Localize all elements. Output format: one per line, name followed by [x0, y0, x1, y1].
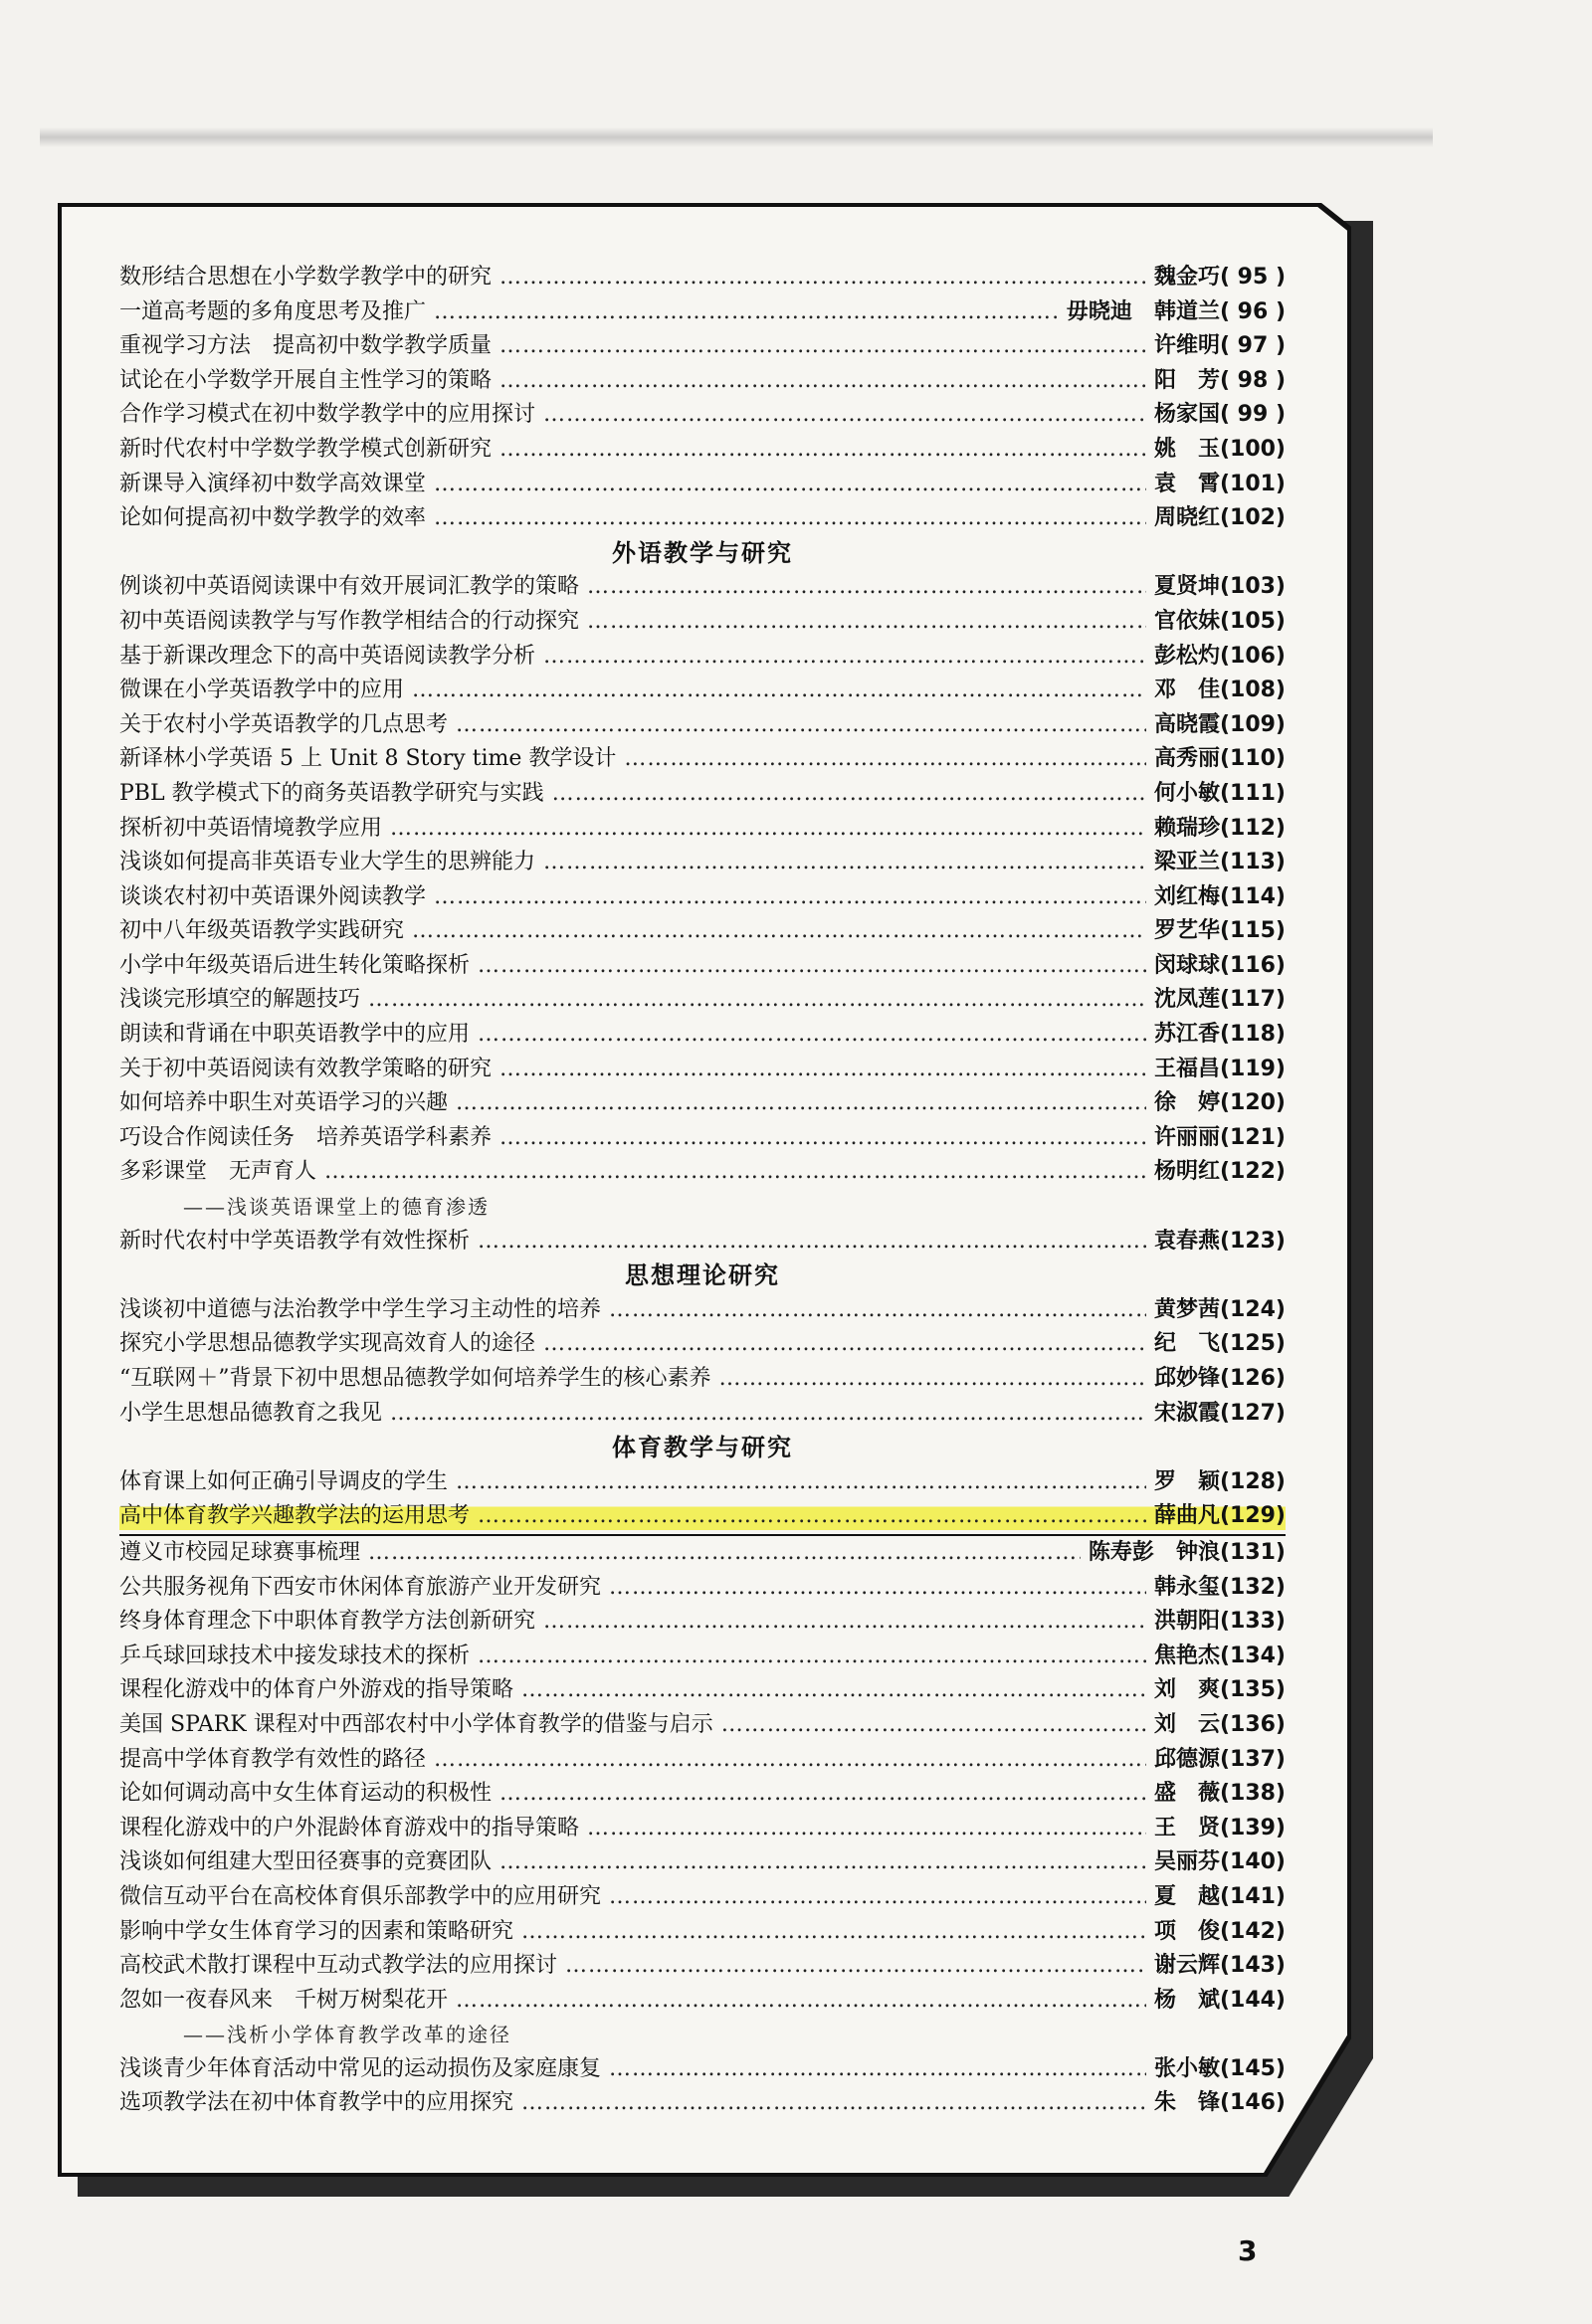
entry-page: (143)	[1219, 1953, 1286, 1979]
toc-entry[interactable]	[119, 433, 1286, 468]
entry-page: (129)	[1219, 1503, 1286, 1529]
toc-entry[interactable]	[119, 1812, 1286, 1846]
toc-entry[interactable]	[119, 468, 1286, 502]
entry-title: 多彩课堂 无声育人	[119, 1159, 317, 1185]
entry-page: ( 98 )	[1219, 367, 1286, 393]
entry-author: 闵球球	[1153, 952, 1220, 978]
toc-entry[interactable]	[119, 1605, 1286, 1640]
entry-author: 苏江香	[1153, 1022, 1220, 1048]
entry-title: 关于农村小学英语教学的几点思考	[119, 711, 449, 737]
entry-title: 浅谈完形填空的解题技巧	[119, 987, 361, 1013]
leader-dots	[456, 708, 1146, 743]
toc-entry[interactable]	[119, 261, 1286, 295]
leader-dots	[609, 1571, 1146, 1606]
leader-dots	[499, 364, 1146, 399]
entry-title: 课程化游戏中的体育户外游戏的指导策略	[119, 1677, 514, 1703]
entry-author: 周晓红	[1153, 505, 1220, 531]
entry-author: 徐 婷	[1153, 1090, 1220, 1116]
entry-title: 影响中学女生体育学习的因素和策略研究	[119, 1918, 514, 1944]
entry-title: 遵义市校园足球赛事梳理	[119, 1539, 361, 1565]
entry-title: 巧设合作阅读任务 培养英语学科素养	[119, 1124, 493, 1150]
entry-author: 王 贤	[1153, 1815, 1220, 1840]
leader-dots	[499, 1777, 1146, 1812]
entry-title: 论如何调动高中女生体育运动的积极性	[119, 1781, 493, 1807]
leader-dots	[543, 1605, 1146, 1640]
toc-entry[interactable]	[119, 1293, 1286, 1328]
entry-title: 关于初中英语阅读有效教学策略的研究	[119, 1056, 493, 1081]
leader-dots	[434, 468, 1146, 502]
entry-page: (141)	[1219, 1883, 1286, 1909]
entry-author: 夏 越	[1153, 1883, 1220, 1909]
entry-title: 浅谈初中道德与法治教学中学生学习主动性的培养	[119, 1296, 602, 1322]
entry-page: (142)	[1219, 1918, 1286, 1944]
leader-dots	[434, 880, 1146, 915]
leader-dots	[552, 777, 1146, 812]
entry-title: 浅谈如何提高非英语专业大学生的思辨能力	[119, 850, 536, 875]
entry-page: (140)	[1219, 1849, 1286, 1875]
entry-page: (128)	[1219, 1468, 1286, 1494]
entry-author: 许维明	[1153, 333, 1220, 359]
entry-page: (125)	[1219, 1331, 1286, 1357]
leader-dots	[499, 1121, 1146, 1156]
toc-entry[interactable]	[119, 329, 1286, 364]
leader-dots	[478, 1018, 1146, 1053]
entry-author: 刘 云	[1153, 1711, 1220, 1737]
entry-page: (108)	[1219, 678, 1286, 703]
entry-page: ( 97 )	[1219, 333, 1286, 359]
entry-page: (109)	[1219, 711, 1286, 737]
entry-page: ( 96 )	[1219, 298, 1286, 324]
entry-title: 朗读和背诵在中职英语教学中的应用	[119, 1022, 471, 1048]
entry-page: (137)	[1219, 1746, 1286, 1772]
entry-title: 高中体育教学兴趣教学法的运用思考	[119, 1503, 471, 1529]
entry-title: 高校武术散打课程中互动式教学法的应用探讨	[119, 1953, 558, 1979]
scan-top-band	[40, 127, 1433, 147]
entry-coauthor: 毋晓迪	[1066, 298, 1132, 324]
leader-dots	[499, 1053, 1146, 1087]
section-heading: 思想理论研究	[625, 1261, 780, 1290]
entry-page: (118)	[1219, 1022, 1286, 1048]
toc-entry[interactable]	[119, 880, 1286, 915]
leader-dots	[368, 1536, 1081, 1571]
leader-dots	[609, 1880, 1146, 1915]
entry-page: ( 95 )	[1219, 265, 1286, 290]
entry-title: 初中八年级英语教学实践研究	[119, 918, 405, 944]
toc-entry[interactable]	[119, 1984, 1286, 2019]
entry-page: (146)	[1219, 2090, 1286, 2116]
leader-dots	[587, 1812, 1146, 1846]
entry-page: (100)	[1219, 436, 1286, 462]
toc-entry[interactable]	[119, 1327, 1286, 1362]
entry-page: (120)	[1219, 1090, 1286, 1116]
entry-page: (124)	[1219, 1296, 1286, 1322]
toc-entry[interactable]	[119, 1880, 1286, 1915]
leader-dots	[543, 640, 1146, 675]
toc-entry[interactable]	[119, 1915, 1286, 1950]
entry-title: 课程化游戏中的户外混龄体育游戏中的指导策略	[119, 1815, 580, 1840]
entry-author: 赖瑞珍	[1153, 815, 1220, 841]
entry-title: 新课导入演绎初中数学高效课堂	[119, 471, 427, 496]
entry-author: 夏贤坤	[1153, 574, 1220, 600]
toc-entry[interactable]	[119, 1053, 1286, 1087]
entry-title: 公共服务视角下西安市休闲体育旅游产业开发研究	[119, 1574, 602, 1600]
toc-entry[interactable]	[119, 983, 1286, 1018]
leader-dots	[456, 1984, 1146, 2019]
toc-entry[interactable]	[119, 1499, 1286, 1536]
entry-title: 重视学习方法 提高初中数学教学质量	[119, 333, 493, 359]
entry-page: (106)	[1219, 643, 1286, 669]
entry-title: 选项教学法在初中体育教学中的应用探究	[119, 2090, 514, 2116]
entry-author: 薛曲凡	[1153, 1503, 1220, 1529]
leader-dots	[434, 295, 1059, 330]
leader-dots	[521, 1673, 1146, 1708]
toc-entry[interactable]	[119, 1536, 1286, 1571]
entry-author: 杨明红	[1153, 1159, 1220, 1185]
table-of-contents	[119, 261, 1286, 2121]
leader-dots	[587, 570, 1146, 605]
entry-title: 忽如一夜春风来 千树万树梨花开	[119, 1987, 449, 2013]
leader-dots	[543, 1327, 1146, 1362]
entry-author: 袁春燕	[1153, 1228, 1220, 1254]
entry-author: 许丽丽	[1153, 1124, 1220, 1150]
entry-page: (121)	[1219, 1124, 1286, 1150]
entry-title: 基于新课改理念下的高中英语阅读教学分析	[119, 643, 536, 669]
leader-dots	[412, 914, 1146, 949]
entry-author: 杨 斌	[1153, 1987, 1220, 2013]
leader-dots	[478, 1640, 1146, 1674]
leader-dots	[390, 1397, 1146, 1432]
entry-author: 纪 飞	[1153, 1331, 1220, 1357]
entry-author: 邱德源	[1153, 1746, 1220, 1772]
entry-page: (134)	[1219, 1643, 1286, 1668]
leader-dots	[478, 949, 1146, 984]
leader-dots	[412, 674, 1146, 708]
toc-entry[interactable]	[119, 949, 1286, 984]
leader-dots	[434, 501, 1146, 536]
entry-page: (132)	[1219, 1574, 1286, 1600]
leader-dots	[499, 329, 1146, 364]
leader-dots	[587, 605, 1146, 640]
leader-dots	[543, 398, 1146, 433]
leader-dots	[521, 2086, 1146, 2121]
leader-dots	[499, 433, 1146, 468]
entry-author: 韩永玺	[1153, 1574, 1220, 1600]
toc-entry[interactable]	[119, 1949, 1286, 1984]
toc-entry[interactable]	[119, 1845, 1286, 1880]
entry-author: 罗艺华	[1153, 918, 1220, 944]
toc-entry[interactable]	[119, 1225, 1286, 1259]
toc-entry[interactable]	[119, 1743, 1286, 1778]
entry-page: (111)	[1219, 780, 1286, 806]
entry-title: 合作学习模式在初中数学教学中的应用探讨	[119, 402, 536, 428]
toc-entry[interactable]	[119, 2086, 1286, 2121]
entry-subtitle: ——浅析小学体育教学改革的途径	[183, 2023, 511, 2047]
toc-entry[interactable]	[119, 1777, 1286, 1812]
toc-entry[interactable]	[119, 640, 1286, 675]
entry-page: (133)	[1219, 1609, 1286, 1635]
entry-title: 终身体育理念下中职体育教学方法创新研究	[119, 1609, 536, 1635]
leader-dots	[565, 1949, 1146, 1984]
entry-title: 体育课上如何正确引导调皮的学生	[119, 1468, 449, 1494]
toc-entry[interactable]	[119, 364, 1286, 399]
leader-dots	[368, 983, 1146, 1018]
entry-title: 美国 SPARK 课程对中西部农村中小学体育教学的借鉴与启示	[119, 1711, 713, 1737]
entry-page: (101)	[1219, 471, 1286, 496]
entry-title: 新时代农村中学英语教学有效性探析	[119, 1228, 471, 1254]
entry-page: (123)	[1219, 1228, 1286, 1254]
entry-author: 魏金巧	[1153, 265, 1220, 290]
toc-entry[interactable]	[119, 1086, 1286, 1121]
entry-page: (112)	[1219, 815, 1286, 841]
entry-page: (105)	[1219, 608, 1286, 634]
entry-title: 乒乓球回球技术中接发球技术的探析	[119, 1643, 471, 1668]
entry-author: 刘 爽	[1153, 1677, 1220, 1703]
entry-title: 初中英语阅读教学与写作教学相结合的行动探究	[119, 608, 580, 634]
entry-author: 朱 锋	[1153, 2090, 1220, 2116]
entry-page: (135)	[1219, 1677, 1286, 1703]
entry-author: 韩道兰	[1153, 298, 1220, 324]
entry-page: (144)	[1219, 1987, 1286, 2013]
entry-author: 盛 薇	[1153, 1781, 1220, 1807]
leader-dots	[456, 1465, 1146, 1500]
entry-page: (127)	[1219, 1400, 1286, 1426]
entry-title: 探究小学思想品德教学实现高效育人的途径	[119, 1331, 536, 1357]
toc-entry[interactable]	[119, 1362, 1286, 1397]
toc-entry[interactable]	[119, 1673, 1286, 1708]
entry-title: 微信互动平台在高校体育俱乐部教学中的应用研究	[119, 1883, 602, 1909]
toc-entry[interactable]	[119, 1397, 1286, 1432]
toc-entry[interactable]	[119, 501, 1286, 536]
entry-author: 黄梦茜	[1153, 1296, 1220, 1322]
entry-page: (102)	[1219, 505, 1286, 531]
leader-dots	[456, 1086, 1146, 1121]
entry-page: (139)	[1219, 1815, 1286, 1840]
entry-title: 探析初中英语情境教学应用	[119, 815, 383, 841]
leader-dots	[609, 1293, 1146, 1328]
toc-entry[interactable]	[119, 1155, 1286, 1190]
entry-page: (126)	[1219, 1366, 1286, 1391]
page-number: 3	[1238, 2234, 1258, 2267]
section-heading: 外语教学与研究	[612, 538, 793, 567]
leader-dots	[719, 1362, 1146, 1397]
leader-dots	[624, 742, 1146, 777]
entry-page: (117)	[1219, 987, 1286, 1013]
entry-page: ( 99 )	[1219, 402, 1286, 428]
toc-entry[interactable]	[119, 1571, 1286, 1606]
toc-entry[interactable]	[119, 674, 1286, 708]
entry-page: (131)	[1219, 1539, 1286, 1565]
leader-dots	[390, 812, 1146, 847]
entry-author: 阳 芳	[1153, 367, 1220, 393]
entry-author: 吴丽芬	[1153, 1849, 1220, 1875]
entry-author: 沈凤莲	[1153, 987, 1220, 1013]
entry-title: 一道高考题的多角度思考及推广	[119, 298, 427, 324]
toc-entry[interactable]	[119, 605, 1286, 640]
entry-author: 官依妹	[1153, 608, 1220, 634]
entry-page: (103)	[1219, 574, 1286, 600]
leader-dots	[499, 1845, 1146, 1880]
entry-page: (136)	[1219, 1711, 1286, 1737]
entry-author: 高秀丽	[1153, 746, 1220, 772]
entry-author: 邱妙锋	[1153, 1366, 1220, 1391]
entry-author: 钟浪	[1175, 1539, 1220, 1565]
entry-title: 论如何提高初中数学教学的效率	[119, 505, 427, 531]
entry-author: 高晓霞	[1153, 711, 1220, 737]
entry-author: 刘红梅	[1153, 883, 1220, 909]
entry-title: 微课在小学英语教学中的应用	[119, 678, 405, 703]
entry-author: 谢云辉	[1153, 1953, 1220, 1979]
toc-entry[interactable]	[119, 846, 1286, 880]
entry-author: 杨家国	[1153, 402, 1220, 428]
toc-entry[interactable]	[119, 1018, 1286, 1053]
entry-title: 小学中年级英语后进生转化策略探析	[119, 952, 471, 978]
entry-author: 姚 玉	[1153, 436, 1220, 462]
entry-author: 梁亚兰	[1153, 850, 1220, 875]
entry-title: 小学生思想品德教育之我见	[119, 1400, 383, 1426]
entry-title: 谈谈农村初中英语课外阅读教学	[119, 883, 427, 909]
leader-dots	[543, 846, 1146, 880]
entry-author: 项 俊	[1153, 1918, 1220, 1944]
leader-dots	[324, 1155, 1146, 1190]
leader-dots	[521, 1915, 1146, 1950]
entry-author: 何小敏	[1153, 780, 1220, 806]
entry-title: 试论在小学数学开展自主性学习的策略	[119, 367, 493, 393]
leader-dots	[478, 1225, 1146, 1259]
entry-subtitle: ——浅谈英语课堂上的德育渗透	[183, 1195, 490, 1220]
entry-author: 彭松灼	[1153, 643, 1220, 669]
entry-title: 浅谈如何组建大型田径赛事的竞赛团队	[119, 1849, 493, 1875]
toc-entry[interactable]	[119, 777, 1286, 812]
toc-entry[interactable]	[119, 295, 1286, 330]
entry-page: (122)	[1219, 1159, 1286, 1185]
leader-dots	[434, 1743, 1146, 1778]
entry-page: (138)	[1219, 1781, 1286, 1807]
toc-entry[interactable]	[119, 1640, 1286, 1674]
entry-author: 焦艳杰	[1153, 1643, 1220, 1668]
entry-title: 如何培养中职生对英语学习的兴趣	[119, 1090, 449, 1116]
toc-entry[interactable]	[119, 398, 1286, 433]
entry-title: 例谈初中英语阅读课中有效开展词汇教学的策略	[119, 574, 580, 600]
entry-page: (145)	[1219, 2055, 1286, 2081]
toc-entry[interactable]	[119, 2052, 1286, 2087]
entry-author: 邓 佳	[1153, 678, 1220, 703]
entry-title: 新译林小学英语 5 上 Unit 8 Story time 教学设计	[119, 746, 617, 772]
entry-title: 浅谈青少年体育活动中常见的运动损伤及家庭康复	[119, 2055, 602, 2081]
entry-page: (119)	[1219, 1056, 1286, 1081]
toc-entry[interactable]	[119, 1708, 1286, 1743]
entry-title: 新时代农村中学数学教学模式创新研究	[119, 436, 493, 462]
toc-entry[interactable]	[119, 742, 1286, 777]
leader-dots	[499, 261, 1146, 295]
entry-page: (113)	[1219, 850, 1286, 875]
toc-entry[interactable]	[119, 1465, 1286, 1500]
leader-dots	[478, 1499, 1146, 1534]
entry-page: (110)	[1219, 746, 1286, 772]
section-heading: 体育教学与研究	[612, 1434, 793, 1462]
leader-dots	[609, 2052, 1146, 2087]
entry-title: “互联网＋”背景下初中思想品德教学如何培养学生的核心素养	[119, 1366, 711, 1391]
toc-entry[interactable]	[119, 708, 1286, 743]
entry-page: (115)	[1219, 918, 1286, 944]
entry-author: 宋淑霞	[1153, 1400, 1220, 1426]
entry-author: 洪朝阳	[1153, 1609, 1220, 1635]
entry-page: (116)	[1219, 952, 1286, 978]
entry-coauthor: 陈寿彭	[1088, 1539, 1154, 1565]
entry-title: 数形结合思想在小学数学教学中的研究	[119, 265, 493, 290]
entry-author: 王福昌	[1153, 1056, 1220, 1081]
toc-entry[interactable]	[119, 914, 1286, 949]
entry-author: 罗 颖	[1153, 1468, 1220, 1494]
toc-entry[interactable]	[119, 570, 1286, 605]
entry-author: 袁 霄	[1153, 471, 1220, 496]
entry-title: PBL 教学模式下的商务英语教学研究与实践	[119, 780, 544, 806]
leader-dots	[721, 1708, 1146, 1743]
entry-page: (114)	[1219, 883, 1286, 909]
entry-author: 张小敏	[1153, 2055, 1220, 2081]
entry-title: 提高中学体育教学有效性的路径	[119, 1746, 427, 1772]
toc-entry[interactable]	[119, 1121, 1286, 1156]
toc-entry[interactable]	[119, 812, 1286, 847]
